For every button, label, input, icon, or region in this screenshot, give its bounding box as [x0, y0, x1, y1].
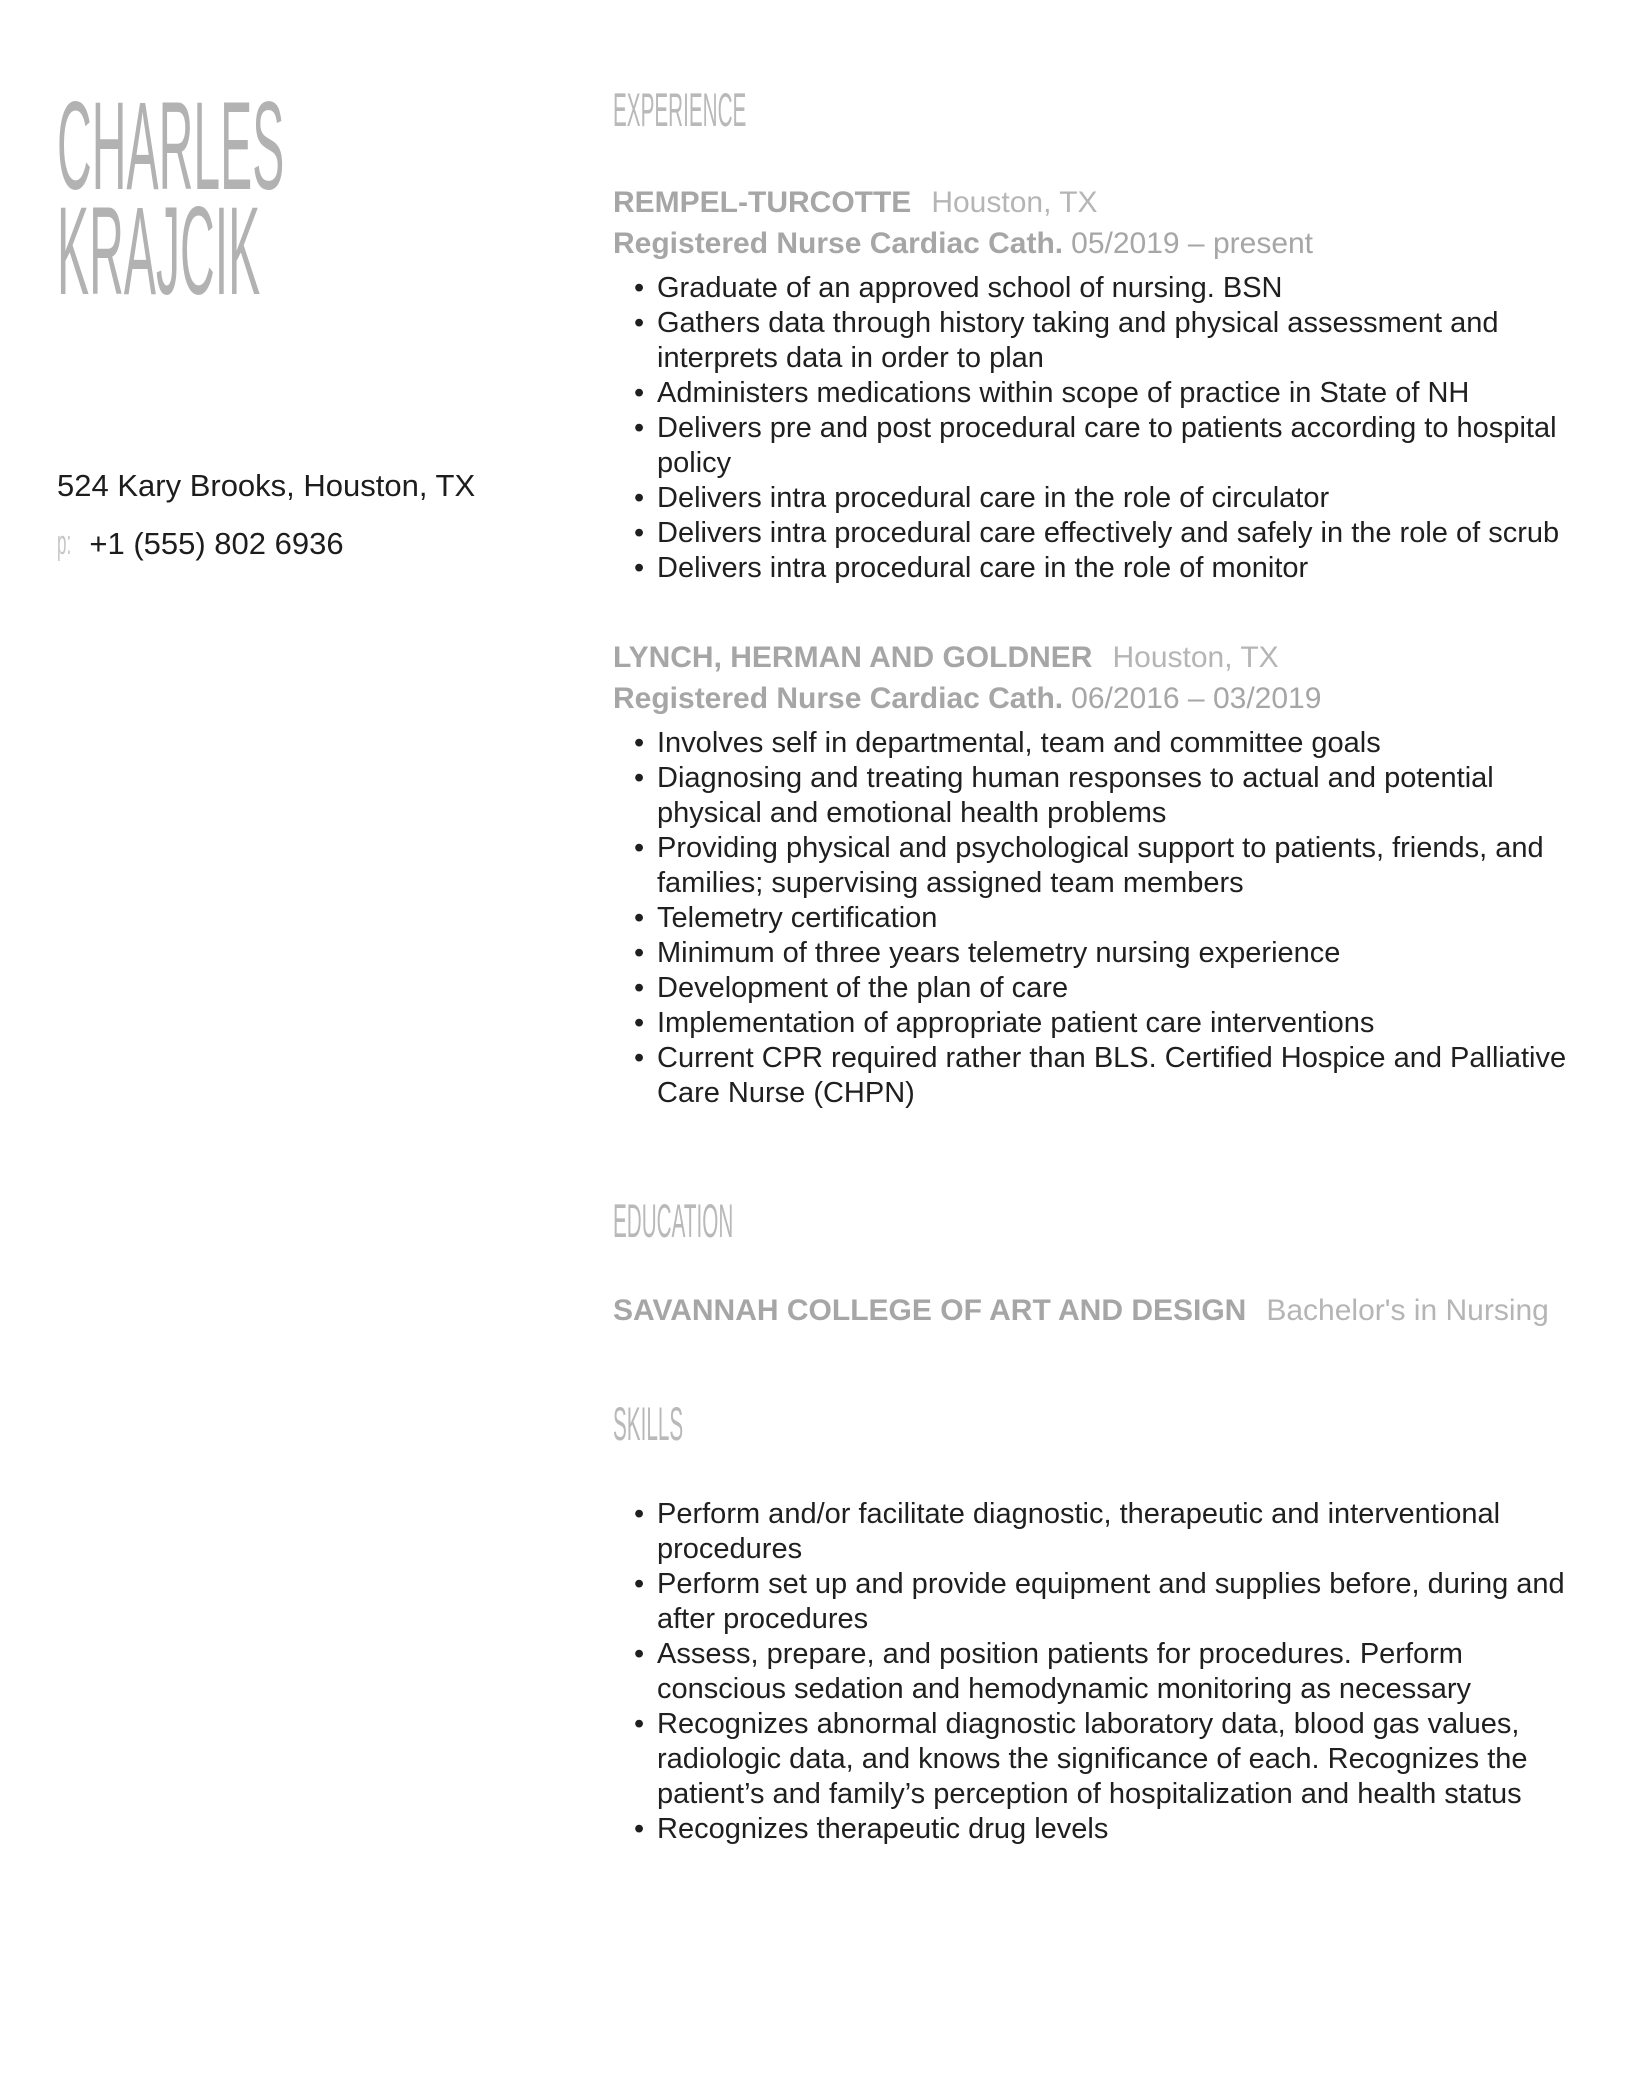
sidebar [0, 0, 613, 2098]
skill-bullet-item: • Perform set up and provide equipment and supplies before, during and after procedures [613, 1567, 1570, 1637]
skill-bullet-item: • Recognizes therapeutic drug levels [613, 1812, 1570, 1847]
phone-number: +1 (555) 802 6936 [89, 526, 344, 561]
job-header [613, 184, 1570, 222]
phone-prefix-label: p: [57, 524, 72, 562]
job-bullet-item: • Delivers intra procedural care in the role of circulator [613, 481, 1570, 516]
school-name: SAVANNAH COLLEGE OF ART AND DESIGN [613, 1294, 1247, 1327]
skill-bullet-item: • Recognizes abnormal diagnostic laboratory data, blood gas values, radiologic data, and knows the significance of each. Recognizes the patient’s and family’s perception of hospitalization and health status [613, 1707, 1570, 1812]
skills-heading-text: SKILLS [613, 1397, 684, 1450]
job-title-line [613, 681, 1570, 716]
job-bullet-item: • Implementation of appropriate patient care interventions [613, 1006, 1570, 1041]
job-bullet-list [613, 271, 1570, 586]
job-title: Registered Nurse Cardiac Cath. [613, 227, 1064, 260]
main-column [613, 0, 1632, 2098]
job-title-line [613, 226, 1570, 261]
address-text: 524 Kary Brooks, Houston, TX [57, 468, 476, 503]
phone-line [57, 526, 613, 562]
skills-bullet-list [613, 1497, 1570, 1847]
experience-section-heading [613, 83, 1570, 136]
skill-bullet-item: • Assess, prepare, and position patients for procedures. Perform conscious sedation and hemodynamic monitoring as necessary [613, 1637, 1570, 1707]
job-location: Houston, TX [931, 186, 1098, 219]
contact-block [57, 468, 613, 562]
job-bullet-item: • Current CPR required rather than BLS. Certified Hospice and Palliative Care Nurse (CHPN) [613, 1041, 1570, 1111]
job-bullet-item: • Providing physical and psychological support to patients, friends, and families; supervising assigned team members [613, 831, 1570, 901]
job-bullet-item: • Development of the plan of care [613, 971, 1570, 1006]
job-bullet-item: • Telemetry certification [613, 901, 1570, 936]
job-bullet-item: • Minimum of three years telemetry nursing experience [613, 936, 1570, 971]
job-bullet-list [613, 726, 1570, 1111]
job-dates: 05/2019 – present [1071, 227, 1314, 260]
job-bullet-item: • Delivers intra procedural care in the role of monitor [613, 551, 1570, 586]
candidate-first-name: CHARLES [57, 77, 285, 216]
education-heading-text: EDUCATION [613, 1194, 734, 1247]
job-bullet-item: • Delivers intra procedural care effectively and safely in the role of scrub [613, 516, 1570, 551]
job-bullet-item: • Gathers data through history taking and physical assessment and interprets data in order to plan [613, 306, 1570, 376]
skill-bullet-item: • Perform and/or facilitate diagnostic, therapeutic and interventional procedures [613, 1497, 1570, 1567]
job-entry-lynch-herman-goldner [613, 639, 1570, 1111]
job-entry-rempel-turcotte [613, 184, 1570, 586]
job-bullet-item: • Involves self in departmental, team and committee goals [613, 726, 1570, 761]
job-header [613, 639, 1570, 677]
job-bullet-item: • Delivers pre and post procedural care to patients according to hospital policy [613, 411, 1570, 481]
education-section-heading [613, 1194, 1570, 1247]
education-entry [613, 1293, 1570, 1328]
experience-heading-text: EXPERIENCE [613, 83, 747, 136]
job-bullet-item: • Diagnosing and treating human responses to actual and potential physical and emotional health problems [613, 761, 1570, 831]
job-title: Registered Nurse Cardiac Cath. [613, 682, 1064, 715]
company-name: LYNCH, HERMAN AND GOLDNER [613, 641, 1093, 674]
skills-section-heading [613, 1397, 1570, 1450]
candidate-last-name: KRAJCIK [57, 182, 261, 321]
candidate-name [57, 77, 613, 321]
degree-name: Bachelor's in Nursing [1266, 1294, 1549, 1327]
job-bullet-item: • Graduate of an approved school of nursing. BSN [613, 271, 1570, 306]
job-bullet-item: • Administers medications within scope of practice in State of NH [613, 376, 1570, 411]
company-name: REMPEL-TURCOTTE [613, 186, 912, 219]
job-dates: 06/2016 – 03/2019 [1071, 682, 1322, 715]
job-location: Houston, TX [1112, 641, 1279, 674]
